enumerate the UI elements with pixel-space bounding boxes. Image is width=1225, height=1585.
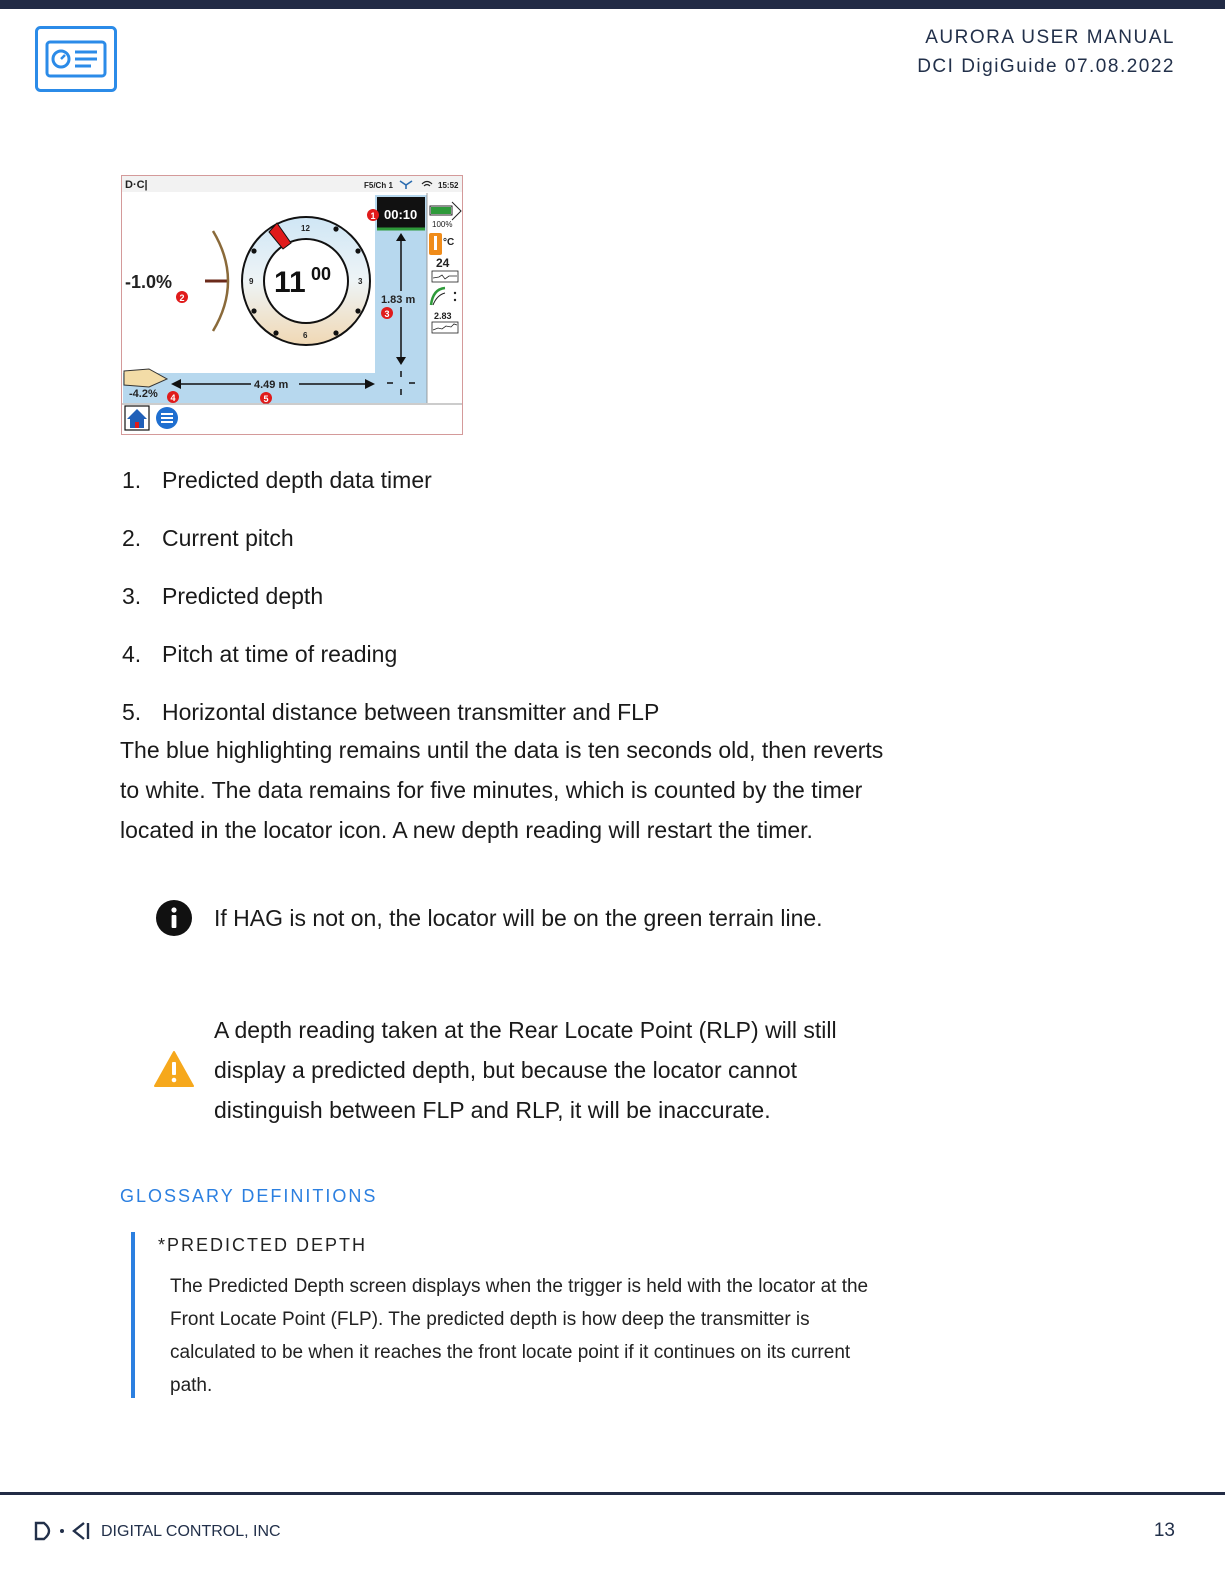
dial-label-9: 9 (249, 277, 254, 286)
current-pitch-value: -1.0% (125, 272, 173, 292)
depth-timer: 00:10 (384, 207, 418, 222)
footer-company: DIGITAL CONTROL, INC (101, 1523, 281, 1540)
callout-4: 4 (170, 393, 176, 403)
list-item: 5. Horizontal distance between transmitter and FLP (122, 699, 660, 725)
screen-brand-logo: D·C| (125, 179, 148, 191)
body-paragraph: The blue highlighting remains until the data is ten seconds old, then reverts to white. The data remains for five minutes, which is counted by the timer located in the locator icon. A new depth reading will restart the timer. (120, 737, 884, 843)
list-item: 2. Current pitch (122, 525, 294, 551)
callout-2: 2 (179, 293, 185, 303)
roll-hour: 11 (274, 266, 306, 299)
reading-pitch-value: -4.2% (129, 388, 158, 400)
dci-logo-icon (34, 1521, 90, 1541)
warning-note: A depth reading taken at the Rear Locate Point (RLP) will still display a predicted depth, but because the locator cannot distinguish between FLP and RLP, it will be inaccurate. (214, 1017, 837, 1123)
roll-minute: 00 (311, 264, 332, 284)
glossary-heading: GLOSSARY DEFINITIONS (120, 1186, 378, 1206)
warning-icon (154, 1050, 194, 1088)
horizontal-distance-value: 4.49 m (254, 379, 289, 391)
manual-title: AURORA USER MANUAL (925, 27, 1175, 48)
list-item: 3. Predicted depth (122, 583, 324, 609)
list-item: 1. Predicted depth data timer (122, 467, 432, 493)
dial-label-12: 12 (301, 224, 310, 233)
glossary-rule (131, 1232, 135, 1398)
info-icon (156, 900, 192, 936)
screen-clock: 15:52 (438, 181, 459, 190)
footer-rule (0, 1492, 1225, 1495)
signal-value: 2.83 (434, 311, 452, 321)
dial-label-3: 3 (358, 277, 363, 286)
top-bar (0, 0, 1225, 9)
page-number: 13 (1153, 1520, 1175, 1541)
locator-screen (121, 175, 463, 435)
manual-subtitle: DCI DigiGuide 07.08.2022 (917, 56, 1175, 77)
predicted-depth-value: 1.83 m (381, 294, 416, 306)
callout-legend-list (122, 460, 922, 750)
battery-level: 100% (432, 220, 453, 229)
callout-5: 5 (263, 394, 269, 404)
callout-1: 1 (370, 211, 376, 221)
list-item: 4. Pitch at time of reading (122, 641, 398, 667)
manual-logo-icon (35, 26, 117, 92)
glossary-definition: The Predicted Depth screen displays when the trigger is held with the locator at the Front Locate Point (FLP). The predicted depth is how deep the transmitter is calculated to be when it reaches the front locate point if it continues on its current path. (170, 1276, 869, 1396)
temperature-value: 24 (436, 256, 450, 270)
info-note: If HAG is not on, the locator will be on the green terrain line. (214, 905, 823, 931)
dial-label-6: 6 (303, 331, 308, 340)
screen-channel: F5/Ch 1 (364, 181, 393, 190)
glossary-term: *PREDICTED DEPTH (158, 1235, 368, 1255)
header (917, 24, 1175, 82)
callout-3: 3 (384, 309, 390, 319)
temperature-unit: °C (443, 237, 455, 248)
